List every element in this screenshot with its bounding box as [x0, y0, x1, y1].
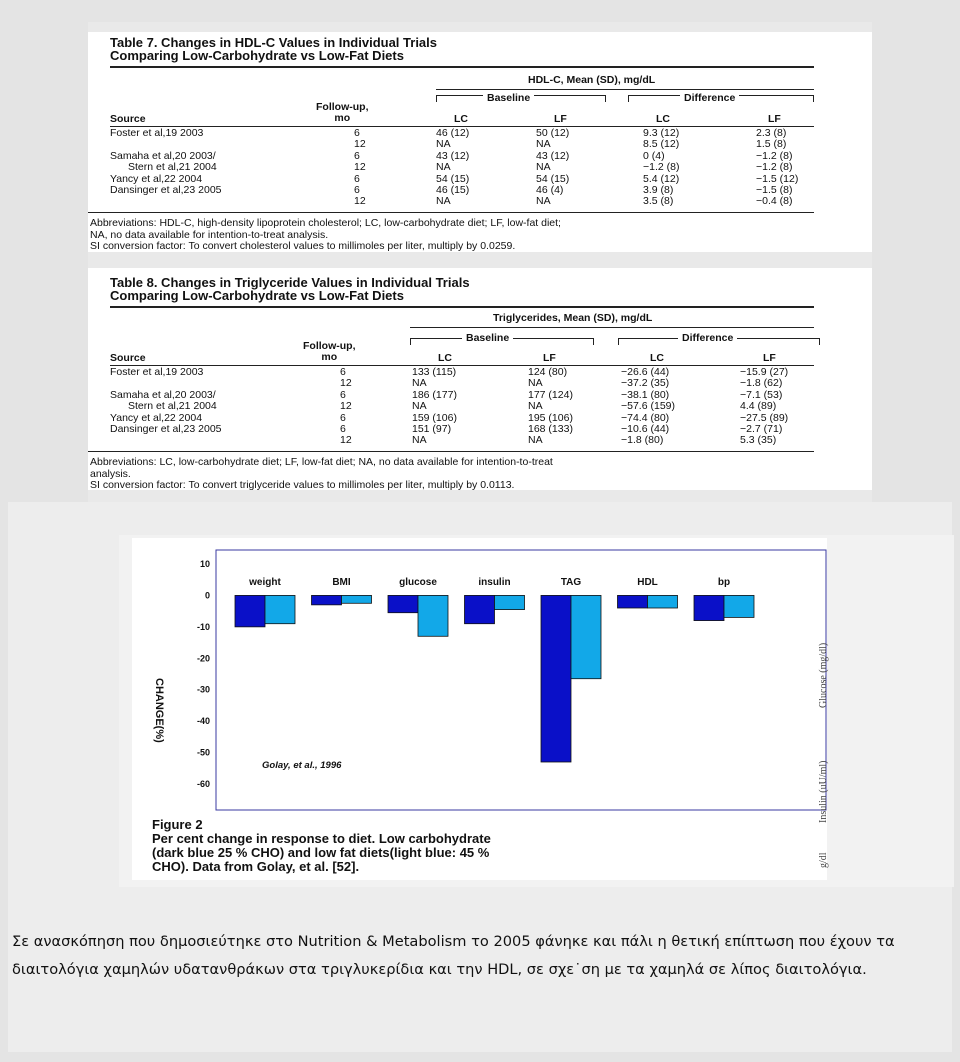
category-label-hdl: HDL — [637, 577, 658, 588]
category-label-tag: TAG — [560, 577, 582, 588]
cell-fu: 6 — [354, 184, 360, 196]
cell-dlc: −1.2 (8) — [643, 161, 680, 174]
cell-blc: 133 (115) — [412, 366, 457, 378]
table-7-baseline-lf-header: LF — [554, 113, 567, 125]
cell-blf: NA — [528, 377, 543, 390]
cell-dlc: 9.3 (12) — [643, 127, 680, 139]
category-label-bmi: BMI — [332, 577, 351, 588]
cell-blc: 43 (12) — [436, 149, 470, 162]
cell-blf: 50 (12) — [536, 127, 570, 139]
cell-blf: 195 (106) — [528, 411, 573, 424]
glucose-side-label: Glucose (mg/dl) — [818, 642, 829, 708]
cell-dlf: 1.5 (8) — [756, 138, 787, 151]
cell-dlf: −1.2 (8) — [756, 149, 793, 162]
cell-fu: 12 — [340, 400, 352, 413]
cell-dlf: −7.1 (53) — [740, 388, 783, 401]
plot-frame — [216, 550, 826, 810]
table-8-notes: Abbreviations: LC, low-carbohydrate diet; LF, low-fat diet; NA, no data available for intention-to-treat analysis. SI conversion factor: To convert triglyceride values to millimoles per liter, multiply by 0.0113. — [90, 456, 553, 491]
cell-source: Samaha et al,20 2003/ — [110, 388, 216, 401]
cell-dlc: −57.6 (159) — [621, 400, 675, 413]
cell-dlc: 0 (4) — [643, 149, 665, 162]
cell-dlf: −15.9 (27) — [740, 366, 789, 378]
cell-dlc: −38.1 (80) — [621, 388, 670, 401]
category-label-bp: bp — [717, 577, 731, 588]
cell-dlc: 3.5 (8) — [643, 195, 674, 208]
cell-fu: 12 — [354, 161, 366, 174]
insulin-side-label: Insulin (uU/ml) — [818, 760, 829, 823]
table-7-group-header: HDL-C, Mean (SD), mg/dL — [528, 74, 656, 86]
cell-dlc: −37.2 (35) — [621, 377, 670, 390]
cell-dlf: −1.8 (62) — [740, 377, 783, 390]
table-8-baseline-lc-header: LC — [438, 352, 452, 364]
cell-blc: NA — [436, 138, 451, 151]
table-7-baseline-lc-header: LC — [454, 113, 468, 125]
bar-tag-light — [571, 595, 601, 678]
cell-blf: NA — [536, 195, 551, 208]
table-8-follow-up-header: Follow-up, mo — [303, 340, 356, 363]
cell-dlf: 4.4 (89) — [740, 400, 777, 413]
cell-source: Dansinger et al,23 2005 — [110, 184, 222, 196]
figure-2 — [132, 538, 827, 880]
cell-blf: 54 (15) — [536, 172, 570, 185]
cell-fu: 12 — [354, 138, 366, 151]
cell-blf: NA — [536, 161, 551, 174]
y-tick-label: -30 — [196, 684, 210, 695]
bar-weight-light — [265, 595, 295, 623]
table-7-title: Table 7. Changes in HDL-C Values in Individual Trials Comparing Low-Carbohydrate vs Low-Fat Diets — [110, 35, 437, 63]
bar-hdl-light — [648, 595, 678, 608]
cell-dlf: 2.3 (8) — [756, 127, 787, 139]
table-8-baseline-lf-header: LF — [543, 352, 556, 364]
cell-dlf: 5.3 (35) — [740, 434, 777, 447]
table-8-baseline: Baseline — [462, 332, 513, 344]
table-8-group-header: Triglycerides, Mean (SD), mg/dL — [493, 312, 653, 324]
cell-blc: NA — [436, 195, 451, 208]
cell-fu: 6 — [340, 366, 346, 378]
cell-blc: NA — [436, 161, 451, 174]
table-7-source-header: Source — [110, 113, 146, 125]
cell-fu: 6 — [340, 411, 346, 424]
cell-dlf: −0.4 (8) — [756, 195, 793, 208]
cell-blc: 159 (106) — [412, 411, 457, 424]
cell-source: Dansinger et al,23 2005 — [110, 423, 222, 435]
cell-blc: NA — [412, 377, 427, 390]
body-paragraph: Σε ανασκόπηση που δημοσιεύτηκε στο Nutrition & Metabolism το 2005 φάνηκε και πάλι η θετική επίπτωση που έχουν τα διαιτολόγια χαμηλών υδατανθράκων στα τριγλυκερίδια και την HDL, σε σχε˙ση με τα χαμηλά σε λίπος διαιτολόγια. — [12, 933, 895, 978]
category-label-insulin: insulin — [478, 577, 511, 588]
table-7-difference: Difference — [680, 92, 739, 104]
bar-insulin-light — [495, 595, 525, 609]
table-8-difference-lf-header: LF — [763, 352, 776, 364]
right-side-labels — [818, 598, 832, 868]
cell-blc: NA — [412, 400, 427, 413]
cell-blf: 43 (12) — [536, 149, 570, 162]
cell-dlc: 3.9 (8) — [643, 184, 674, 196]
table-8-title: Table 8. Changes in Triglyceride Values in Individual Trials Comparing Low-Carbohydrate vs Low-Fat Diets — [110, 275, 470, 303]
table-8-difference: Difference — [678, 332, 737, 344]
category-label-weight: weight — [249, 577, 281, 588]
table-7 — [88, 32, 872, 252]
cell-dlc: −74.4 (80) — [621, 411, 670, 424]
table-8-difference-lc-header: LC — [650, 352, 664, 364]
table-8-source-header: Source — [110, 352, 146, 364]
cell-dlf: −1.5 (12) — [756, 172, 799, 185]
cell-fu: 6 — [354, 172, 360, 185]
y-axis-label: CHANGE(%) — [153, 678, 165, 743]
bar-insulin-dark — [465, 595, 495, 623]
y-tick-label: -40 — [196, 716, 210, 727]
cell-blf: 46 (4) — [536, 184, 564, 196]
cell-source: Yancy et al,22 2004 — [110, 172, 203, 185]
bar-glucose-light — [418, 595, 448, 636]
y-tick-label: -10 — [196, 621, 210, 632]
cell-dlf: −2.7 (71) — [740, 423, 783, 435]
category-label-glucose: glucose — [399, 577, 437, 588]
cell-fu: 12 — [340, 434, 352, 447]
bar-hdl-dark — [618, 595, 648, 608]
bar-weight-dark — [235, 595, 265, 626]
cell-fu: 12 — [340, 377, 352, 390]
cell-fu: 12 — [354, 195, 366, 208]
cell-dlf: −1.2 (8) — [756, 161, 793, 174]
cell-dlc: 8.5 (12) — [643, 138, 680, 151]
cell-blf: 168 (133) — [528, 423, 573, 435]
cell-source: Foster et al,19 2003 — [110, 127, 204, 139]
cell-blc: 151 (97) — [412, 423, 452, 435]
cell-fu: 6 — [354, 127, 360, 139]
bar-glucose-dark — [388, 595, 418, 612]
y-tick-label: 0 — [204, 590, 210, 601]
cell-blc: 54 (15) — [436, 172, 470, 185]
bar-tag-dark — [541, 595, 571, 762]
cell-source: Foster et al,19 2003 — [110, 366, 204, 378]
bar-bmi-light — [342, 595, 372, 603]
cell-blf: 124 (80) — [528, 366, 568, 378]
bar-bmi-dark — [312, 595, 342, 604]
cell-fu: 6 — [340, 388, 346, 401]
cell-blc: 46 (12) — [436, 127, 470, 139]
table-7-follow-up-header: Follow-up, mo — [316, 101, 369, 124]
bar-bp-light — [724, 595, 754, 617]
cell-blf: 177 (124) — [528, 388, 573, 401]
cell-blf: NA — [536, 138, 551, 151]
table-7-baseline: Baseline — [483, 92, 534, 104]
cell-dlc: 5.4 (12) — [643, 172, 680, 185]
table-7-notes: Abbreviations: HDL-C, high-density lipoprotein cholesterol; LC, low-carbohydrate diet; LF, low-fat diet; NA, no data available for intention-to-treat analysis. SI conversion factor: To convert cholesterol values to millimoles per liter, multiply by 0.0259. — [90, 217, 561, 252]
cell-blf: NA — [528, 434, 543, 447]
cell-source: Samaha et al,20 2003/ — [110, 149, 216, 162]
gdl-side-label: g/dl — [818, 852, 829, 868]
cell-dlc: −10.6 (44) — [621, 423, 670, 435]
golay-attribution: Golay, et al., 1996 — [262, 760, 342, 771]
table-7-difference-lc-header: LC — [656, 113, 670, 125]
cell-source: Stern et al,21 2004 — [128, 161, 217, 174]
cell-source: Yancy et al,22 2004 — [110, 411, 203, 424]
y-tick-label: 10 — [199, 559, 210, 569]
cell-dlc: −26.6 (44) — [621, 366, 670, 378]
cell-fu: 6 — [354, 149, 360, 162]
table-7-difference-lf-header: LF — [768, 113, 781, 125]
bar-bp-dark — [694, 595, 724, 620]
cell-fu: 6 — [340, 423, 346, 435]
cell-blc: NA — [412, 434, 427, 447]
y-tick-label: -60 — [196, 779, 210, 789]
cell-source: Stern et al,21 2004 — [128, 400, 217, 413]
figure-caption: Figure 2 Per cent change in response to diet. Low carbohydrate (dark blue 25 % CHO) and low fat diets(light blue: 45 % CHO). Data from Golay, et al. [52]. — [152, 817, 491, 874]
y-tick-label: -50 — [196, 747, 210, 758]
cell-dlf: −27.5 (89) — [740, 411, 789, 424]
cell-blc: 186 (177) — [412, 388, 457, 401]
y-tick-label: -20 — [196, 653, 210, 664]
cell-blf: NA — [528, 400, 543, 413]
cell-dlc: −1.8 (80) — [621, 434, 664, 447]
table-8 — [88, 268, 872, 490]
cell-blc: 46 (15) — [436, 184, 470, 196]
cell-dlf: −1.5 (8) — [756, 184, 793, 196]
